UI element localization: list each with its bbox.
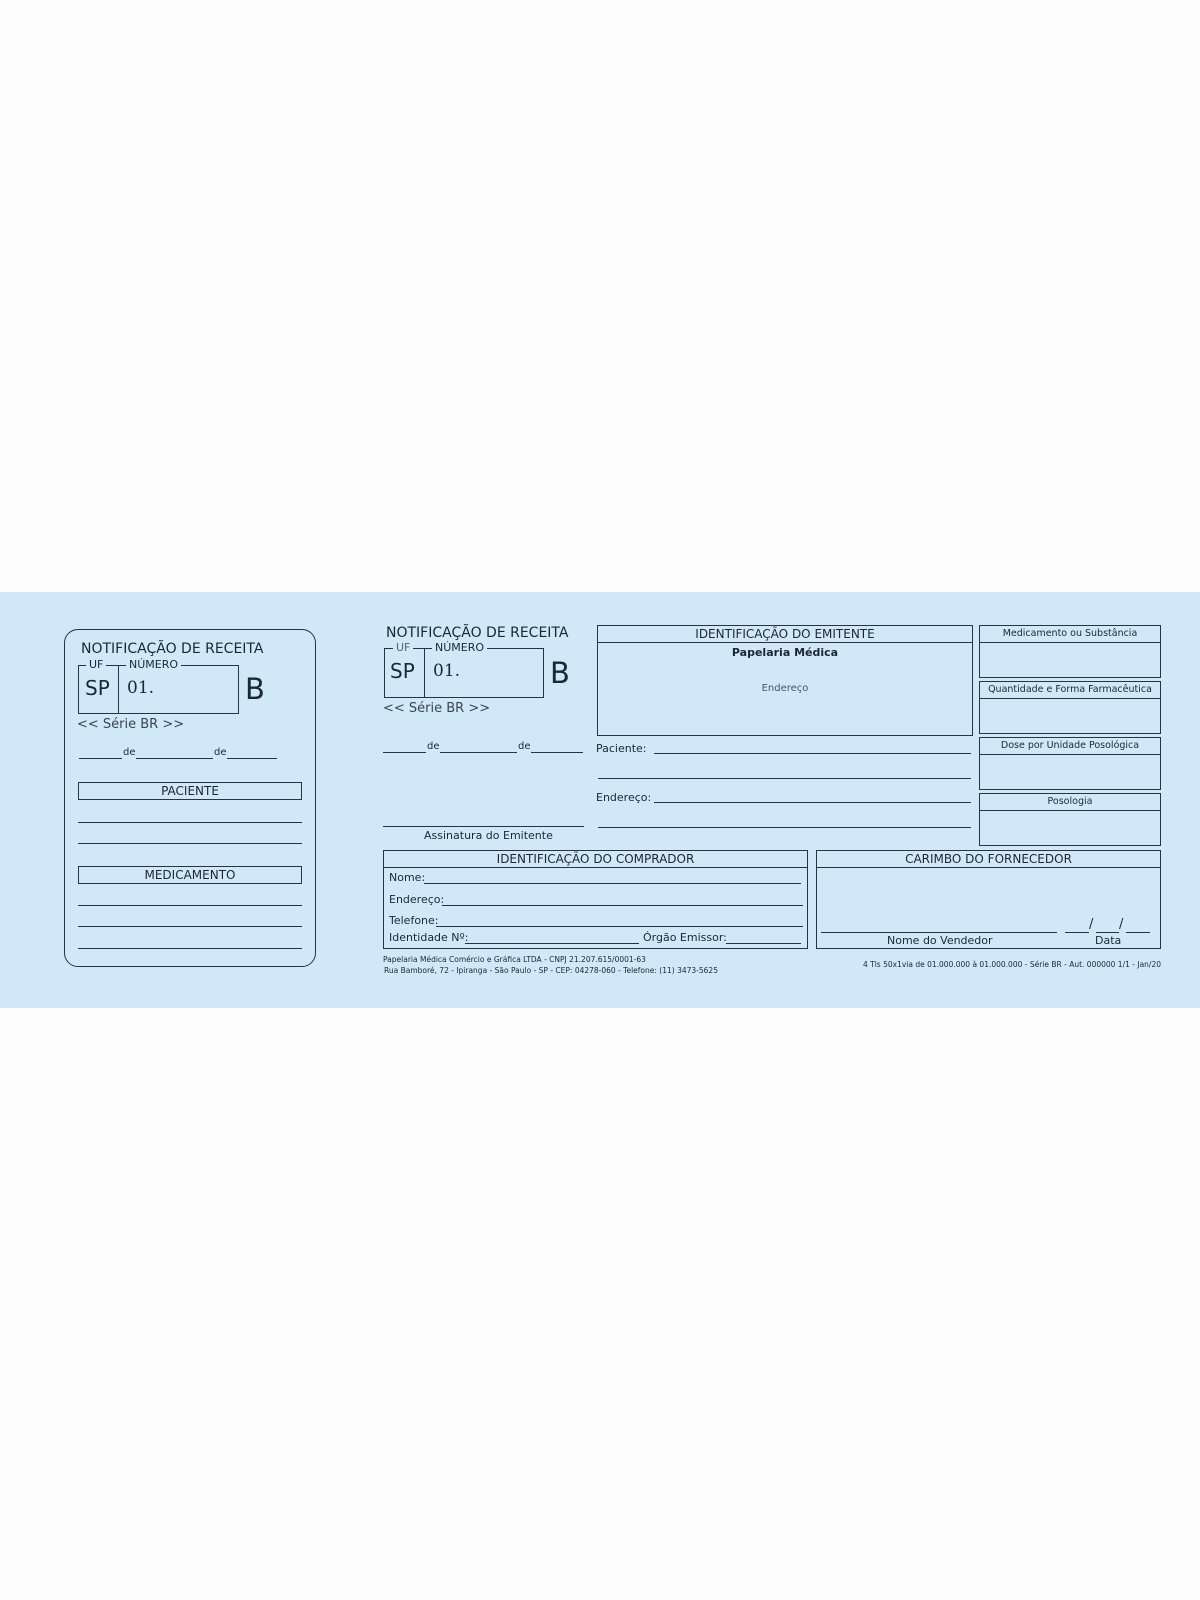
medicamento-substancia-box bbox=[979, 625, 1161, 678]
quantidade-forma-label: Quantidade e Forma Farmacêutica bbox=[988, 684, 1152, 695]
vendedor-label: Nome do Vendedor bbox=[887, 934, 993, 947]
paciente-label: Paciente: bbox=[596, 742, 647, 755]
date-slash-1: / bbox=[1089, 917, 1094, 932]
endereco-label: Endereço: bbox=[596, 791, 652, 804]
posologia-label: Posologia bbox=[1047, 796, 1093, 807]
main-date-de1: de bbox=[427, 741, 440, 752]
dose-unidade-label: Dose por Unidade Posológica bbox=[1000, 740, 1140, 751]
quantidade-forma-header bbox=[980, 682, 1160, 699]
footer-authorization: 4 Tls 50x1via de 01.000.000 à 01.000.000 - Série BR - Aut. 000000 1/1 - Jan/20 bbox=[862, 960, 1161, 969]
endereco-line-1 bbox=[654, 802, 971, 803]
comprador-telefone-label: Telefone: bbox=[389, 914, 439, 927]
stub-uf-label: UF bbox=[86, 659, 106, 671]
stub-paciente-line-1 bbox=[78, 822, 302, 823]
emitente-name: Papelaria Médica bbox=[731, 646, 839, 659]
main-date-month-line bbox=[440, 752, 517, 753]
paciente-line-1 bbox=[654, 753, 971, 754]
prescription-form bbox=[0, 592, 1200, 1008]
comprador-endereco-label: Endereço: bbox=[389, 893, 445, 906]
posologia-header bbox=[980, 794, 1160, 811]
stub-numero-value: 01. bbox=[127, 678, 155, 698]
footer-company: Papelaria Médica Comércio e Gráfica LTDA - CNPJ 21.207.615/0001-63 bbox=[383, 955, 646, 964]
fornecedor-header-label: CARIMBO DO FORNECEDOR bbox=[905, 852, 1072, 866]
quantidade-forma-box bbox=[979, 681, 1161, 734]
stub-paciente-line-2 bbox=[78, 843, 302, 844]
comprador-orgao-label: Órgão Emissor: bbox=[643, 931, 727, 944]
stub-date-month-line bbox=[136, 758, 213, 759]
stub-paciente-label: PACIENTE bbox=[161, 784, 219, 798]
comprador-box bbox=[383, 850, 808, 949]
date-day-line bbox=[1065, 932, 1089, 933]
stub-uf-value: SP bbox=[85, 676, 110, 700]
fornecedor-box bbox=[816, 850, 1161, 949]
stub-date-de2: de bbox=[214, 747, 227, 758]
emitente-endereco: Endereço bbox=[761, 683, 809, 694]
emitente-header bbox=[598, 626, 972, 643]
signature-line bbox=[383, 826, 584, 827]
footer-address: Rua Bamboré, 72 - Ipiranga - São Paulo - SP - CEP: 04278-060 - Telefone: (11) 3473-5625 bbox=[384, 966, 718, 975]
stub-date-day-line bbox=[79, 758, 122, 759]
comprador-identidade-line bbox=[465, 943, 639, 944]
medicamento-substancia-label: Medicamento ou Substância bbox=[1002, 628, 1138, 639]
main-date-year-line bbox=[531, 752, 583, 753]
signature-label: Assinatura do Emitente bbox=[424, 829, 553, 842]
stub-medicamento-line-3 bbox=[78, 948, 302, 949]
stub-medicamento-label: MEDICAMENTO bbox=[144, 868, 236, 882]
fornecedor-header bbox=[817, 851, 1160, 868]
main-title: NOTIFICAÇÃO DE RECEITA bbox=[386, 625, 569, 641]
emitente-header-label: IDENTIFICAÇÃO DO EMITENTE bbox=[695, 627, 875, 641]
stub-numero-label: NÚMERO bbox=[126, 659, 181, 671]
date-year-line bbox=[1126, 932, 1150, 933]
endereco-line-2 bbox=[598, 827, 971, 828]
medicamento-substancia-header bbox=[980, 626, 1160, 643]
main-serie: << Série BR >> bbox=[383, 701, 491, 716]
vendedor-line bbox=[821, 932, 1057, 933]
comprador-identidade-label: Identidade Nº: bbox=[389, 931, 469, 944]
main-number-divider bbox=[424, 648, 425, 698]
stub-serie: << Série BR >> bbox=[77, 717, 185, 732]
main-numero-label: NÚMERO bbox=[432, 642, 487, 654]
stub-medicamento-line-1 bbox=[78, 905, 302, 906]
posologia-box bbox=[979, 793, 1161, 846]
comprador-header-label: IDENTIFICAÇÃO DO COMPRADOR bbox=[496, 852, 695, 866]
stub-number-divider bbox=[118, 665, 119, 714]
dose-unidade-box bbox=[979, 737, 1161, 790]
stub-medicamento-box bbox=[78, 866, 302, 884]
dose-unidade-header bbox=[980, 738, 1160, 755]
stub-date-year-line bbox=[227, 758, 277, 759]
data-label: Data bbox=[1095, 934, 1122, 947]
stub-tipo: B bbox=[245, 672, 265, 706]
date-slash-2: / bbox=[1119, 917, 1124, 932]
main-numero-value: 01. bbox=[433, 661, 461, 681]
main-date-day-line bbox=[383, 752, 426, 753]
stub-title: NOTIFICAÇÃO DE RECEITA bbox=[81, 641, 264, 657]
comprador-header bbox=[384, 851, 807, 868]
comprador-nome-label: Nome: bbox=[389, 871, 426, 884]
main-uf-value: SP bbox=[390, 659, 415, 683]
comprador-orgao-line bbox=[726, 943, 801, 944]
stub-medicamento-line-2 bbox=[78, 926, 302, 927]
main-date-de2: de bbox=[518, 741, 531, 752]
stub-date-de1: de bbox=[123, 747, 136, 758]
date-month-line bbox=[1096, 932, 1119, 933]
paciente-line-2 bbox=[598, 778, 971, 779]
main-tipo: B bbox=[550, 656, 570, 690]
emitente-box bbox=[597, 625, 973, 736]
main-uf-label: UF bbox=[393, 642, 413, 654]
comprador-nome-line bbox=[424, 883, 801, 884]
stub-paciente-box bbox=[78, 782, 302, 800]
comprador-telefone-line bbox=[436, 926, 803, 927]
comprador-endereco-line bbox=[442, 905, 803, 906]
